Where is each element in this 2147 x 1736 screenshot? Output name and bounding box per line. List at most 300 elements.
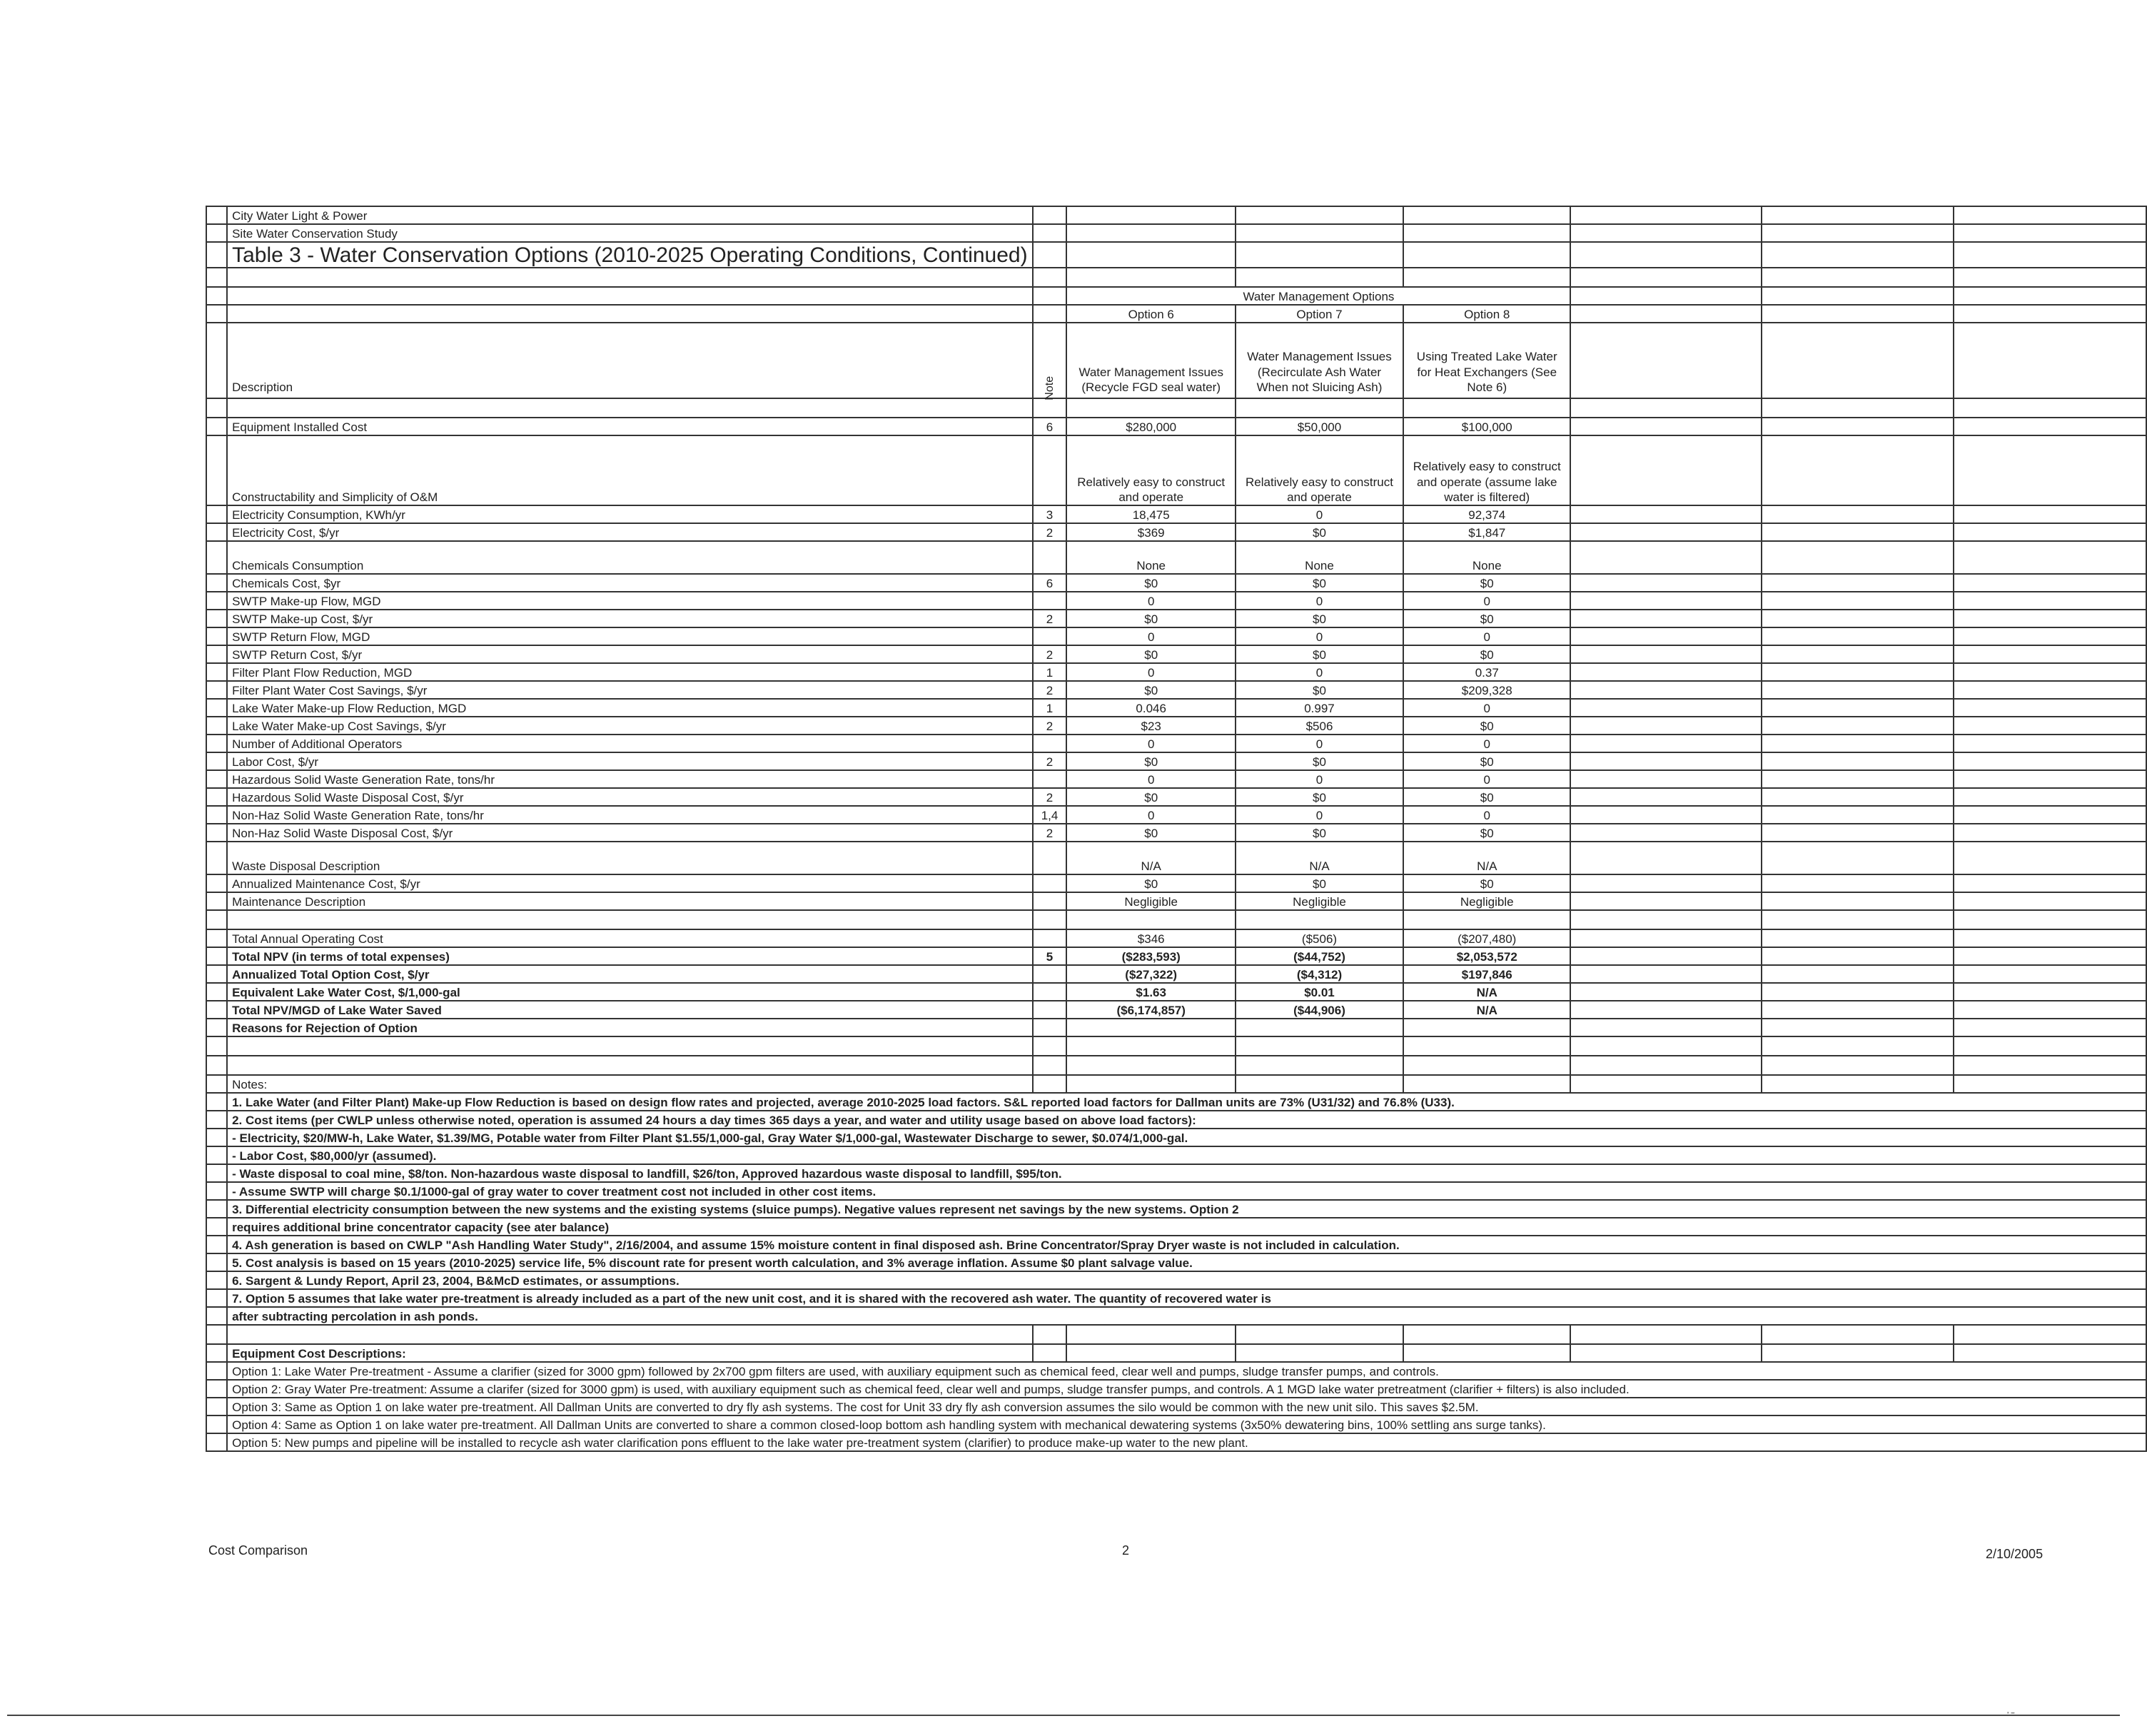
option-value: $23 — [1066, 717, 1236, 735]
empty-cell — [1762, 1344, 1954, 1362]
gutter-cell — [206, 983, 227, 1001]
empty-cell — [1954, 592, 2146, 610]
gutter-cell — [206, 1182, 227, 1200]
empty-cell — [1954, 323, 2146, 398]
table-row — [206, 752, 2146, 770]
empty-cell — [1762, 735, 1954, 752]
row-note — [1033, 770, 1067, 788]
empty-cell — [1762, 929, 1954, 947]
empty-cell — [1570, 892, 1761, 910]
gutter-cell — [206, 627, 227, 645]
org-name: City Water Light & Power — [227, 206, 1033, 224]
empty-cell — [1954, 1325, 2146, 1344]
study-name: Site Water Conservation Study — [227, 224, 1033, 242]
note-row — [206, 1129, 2146, 1146]
option-value: 0 — [1066, 592, 1236, 610]
empty-cell — [1762, 523, 1954, 541]
row-description: Filter Plant Water Cost Savings, $/yr — [227, 681, 1033, 699]
empty-cell — [1403, 1075, 1570, 1093]
empty-cell — [1762, 418, 1954, 435]
empty-cell — [1236, 1036, 1403, 1056]
empty-cell — [1954, 627, 2146, 645]
empty-cell — [1762, 910, 1954, 929]
option-value: 0 — [1236, 735, 1403, 752]
equipment-description: Option 1: Lake Water Pre-treatment - Assume a clarifier (sized for 3000 gpm) followed by 2x700 gpm filters are used, with auxiliary equipment such as chemical feed, clear well and pumps, sludge transfer pumps, and controls. — [227, 1362, 2146, 1380]
empty-cell — [1033, 398, 1067, 418]
empty-cell — [1954, 1036, 2146, 1056]
table-row — [206, 505, 2146, 523]
empty-cell — [1954, 574, 2146, 592]
row-note — [1033, 541, 1067, 574]
study-row — [206, 224, 2146, 242]
empty-cell — [1570, 965, 1761, 983]
note-row — [206, 1218, 2146, 1236]
table-row — [206, 699, 2146, 717]
note-row — [206, 1307, 2146, 1325]
description-header: Description — [227, 323, 1033, 398]
table-row — [206, 663, 2146, 681]
equipment-row — [206, 1380, 2146, 1398]
gutter-cell — [206, 645, 227, 663]
empty-cell — [1762, 717, 1954, 735]
option-value: N/A — [1403, 842, 1570, 874]
option-value: ($4,312) — [1236, 965, 1403, 983]
empty-cell — [1762, 842, 1954, 874]
option-value: ($44,752) — [1236, 947, 1403, 965]
note-text: after subtracting percolation in ash ponds. — [227, 1307, 2146, 1325]
empty-cell — [227, 268, 1033, 287]
empty-cell — [1570, 947, 1761, 965]
gutter-cell — [206, 681, 227, 699]
note-text: - Electricity, $20/MW-h, Lake Water, $1.39/MG, Potable water from Filter Plant $1.55/1,000-gal, Gray Water $/1,000-gal, Wastewater Discharge to sewer, $0.074/1,000-gal. — [227, 1129, 2146, 1146]
option-value — [1403, 1019, 1570, 1036]
empty-cell — [1570, 806, 1761, 824]
option-value: $50,000 — [1236, 418, 1403, 435]
scan-mark: ·- — [2006, 1705, 2016, 1720]
option-value: $197,846 — [1403, 965, 1570, 983]
empty-cell — [1066, 910, 1236, 929]
gutter-cell — [206, 1075, 227, 1093]
gutter-cell — [206, 1398, 227, 1415]
row-note: 3 — [1033, 505, 1067, 523]
option-value: $0 — [1066, 824, 1236, 842]
empty-cell — [1403, 910, 1570, 929]
equipment-label: Equipment Cost Descriptions: — [227, 1344, 1033, 1362]
empty-cell — [1403, 1325, 1570, 1344]
note-text: - Waste disposal to coal mine, $8/ton. Non-hazardous waste disposal to landfill, $26/ton, Approved hazardous waste disposal to landfill, $95/ton. — [227, 1164, 2146, 1182]
row-description: SWTP Make-up Flow, MGD — [227, 592, 1033, 610]
empty-cell — [1762, 224, 1954, 242]
option-value: $0 — [1403, 752, 1570, 770]
gutter-cell — [206, 224, 227, 242]
option-value: $0 — [1066, 681, 1236, 699]
empty-cell — [1033, 1036, 1067, 1056]
empty-cell — [1570, 610, 1761, 627]
row-description: Total NPV (in terms of total expenses) — [227, 947, 1033, 965]
empty-cell — [1066, 242, 1236, 268]
row-description: Hazardous Solid Waste Generation Rate, tons/hr — [227, 770, 1033, 788]
option-value: $0 — [1236, 523, 1403, 541]
option-value: 0 — [1403, 699, 1570, 717]
empty-cell — [1570, 287, 1761, 305]
equipment-description: Option 4: Same as Option 1 on lake water pre-treatment. All Dallman Units are converted to share a common closed-loop bottom ash handling system with mechanical dewatering systems (3x50% dewatering bins, 100% settling ans surge tanks). — [227, 1415, 2146, 1433]
empty-cell — [1954, 874, 2146, 892]
empty-cell — [1954, 435, 2146, 505]
option-value: $0 — [1236, 574, 1403, 592]
row-note — [1033, 592, 1067, 610]
option-description: Using Treated Lake Water for Heat Exchangers (See Note 6) — [1403, 323, 1570, 398]
footer-left: Cost Comparison — [208, 1543, 308, 1558]
row-description: Equipment Installed Cost — [227, 418, 1033, 435]
empty-cell — [1570, 435, 1761, 505]
empty-cell — [1954, 699, 2146, 717]
empty-cell — [1762, 610, 1954, 627]
empty-cell — [1570, 305, 1761, 323]
gutter-cell — [206, 242, 227, 268]
empty-cell — [1954, 824, 2146, 842]
spacer-row — [206, 398, 2146, 418]
empty-cell — [1570, 1056, 1761, 1075]
empty-cell — [1570, 770, 1761, 788]
row-note — [1033, 1001, 1067, 1019]
option-value: ($6,174,857) — [1066, 1001, 1236, 1019]
table-row — [206, 842, 2146, 874]
empty-cell — [1762, 892, 1954, 910]
empty-cell — [1762, 323, 1954, 398]
option-value: N/A — [1403, 1001, 1570, 1019]
option-value: 0 — [1066, 806, 1236, 824]
empty-cell — [1570, 1036, 1761, 1056]
row-note: 2 — [1033, 752, 1067, 770]
option-value: $0 — [1236, 788, 1403, 806]
empty-cell — [1236, 242, 1403, 268]
spacer-row — [206, 910, 2146, 929]
empty-cell — [1570, 910, 1761, 929]
table-row — [206, 681, 2146, 699]
empty-cell — [1033, 305, 1067, 323]
option-value: 0 — [1403, 806, 1570, 824]
empty-cell — [1033, 1056, 1067, 1075]
option-value: 0 — [1236, 592, 1403, 610]
empty-cell — [1033, 224, 1067, 242]
empty-cell — [1762, 1325, 1954, 1344]
row-note — [1033, 735, 1067, 752]
empty-cell — [1954, 398, 2146, 418]
spacer-row — [206, 1056, 2146, 1075]
empty-cell — [1570, 824, 1761, 842]
empty-cell — [1570, 505, 1761, 523]
empty-cell — [1066, 1056, 1236, 1075]
empty-cell — [1403, 1036, 1570, 1056]
table-row — [206, 947, 2146, 965]
row-note: 2 — [1033, 610, 1067, 627]
empty-cell — [1570, 735, 1761, 752]
gutter-cell — [206, 770, 227, 788]
empty-cell — [1954, 842, 2146, 874]
equipment-description: Option 2: Gray Water Pre-treatment: Assume a clarifer (sized for 3000 gpm) is used, with auxiliary equipment such as chemical feed, clear well and pumps, sludge transfer pumps, and controls. A 1 MGD lake water pretreatment (clarifier + filters) is also included. — [227, 1380, 2146, 1398]
gutter-cell — [206, 1271, 227, 1289]
option-value: $2,053,572 — [1403, 947, 1570, 965]
empty-cell — [227, 910, 1033, 929]
gutter-cell — [206, 717, 227, 735]
option-value: N/A — [1066, 842, 1236, 874]
option-label: Option 8 — [1403, 305, 1570, 323]
empty-cell — [227, 1036, 1033, 1056]
gutter-cell — [206, 735, 227, 752]
empty-cell — [1236, 1344, 1403, 1362]
empty-cell — [1403, 206, 1570, 224]
empty-cell — [1762, 824, 1954, 842]
option-description-row — [206, 323, 2146, 398]
option-description: Water Management Issues (Recirculate Ash Water When not Sluicing Ash) — [1236, 323, 1403, 398]
empty-cell — [1954, 735, 2146, 752]
note-text: 7. Option 5 assumes that lake water pre-treatment is already included as a part of the new unit cost, and it is shared with the recovered ash water. The quantity of recovered water is — [227, 1289, 2146, 1307]
empty-cell — [1033, 287, 1067, 305]
option-value: 0 — [1066, 770, 1236, 788]
option-value — [1236, 1019, 1403, 1036]
note-row — [206, 1253, 2146, 1271]
option-value: $0 — [1403, 610, 1570, 627]
empty-cell — [1066, 1036, 1236, 1056]
gutter-cell — [206, 323, 227, 398]
options-group-label: Water Management Options — [1066, 287, 1570, 305]
gutter-cell — [206, 1164, 227, 1182]
empty-cell — [1033, 910, 1067, 929]
row-description: Labor Cost, $/yr — [227, 752, 1033, 770]
gutter-cell — [206, 418, 227, 435]
gutter-cell — [206, 699, 227, 717]
empty-cell — [1066, 398, 1236, 418]
gutter-cell — [206, 1146, 227, 1164]
option-value: $0 — [1403, 717, 1570, 735]
empty-cell — [1954, 1056, 2146, 1075]
note-row — [206, 1111, 2146, 1129]
gutter-cell — [206, 788, 227, 806]
empty-cell — [1954, 242, 2146, 268]
empty-cell — [1236, 910, 1403, 929]
row-description: Non-Haz Solid Waste Generation Rate, tons/hr — [227, 806, 1033, 824]
empty-cell — [1954, 1019, 2146, 1036]
empty-cell — [1762, 305, 1954, 323]
row-note — [1033, 983, 1067, 1001]
row-note: 1 — [1033, 699, 1067, 717]
gutter-cell — [206, 1433, 227, 1451]
empty-cell — [1570, 206, 1761, 224]
option-value: $0.01 — [1236, 983, 1403, 1001]
gutter-cell — [206, 1344, 227, 1362]
empty-cell — [1403, 1056, 1570, 1075]
gutter-cell — [206, 435, 227, 505]
option-value: $1,847 — [1403, 523, 1570, 541]
gutter-cell — [206, 1253, 227, 1271]
table-row — [206, 735, 2146, 752]
empty-cell — [1403, 268, 1570, 287]
empty-cell — [1033, 242, 1067, 268]
empty-cell — [1762, 206, 1954, 224]
equipment-row — [206, 1433, 2146, 1451]
empty-cell — [1762, 1001, 1954, 1019]
empty-cell — [1762, 574, 1954, 592]
table-row — [206, 874, 2146, 892]
spacer-row — [206, 1325, 2146, 1344]
empty-cell — [1066, 206, 1236, 224]
group-label-row — [206, 287, 2146, 305]
gutter-cell — [206, 610, 227, 627]
option-value: 0 — [1236, 505, 1403, 523]
empty-cell — [1570, 717, 1761, 735]
note-header — [1033, 323, 1067, 401]
note-row — [206, 1093, 2146, 1111]
option-value: $0 — [1236, 645, 1403, 663]
row-description: Constructability and Simplicity of O&M — [227, 435, 1033, 505]
empty-cell — [1570, 788, 1761, 806]
empty-cell — [1954, 788, 2146, 806]
empty-cell — [206, 1036, 227, 1056]
empty-cell — [1762, 806, 1954, 824]
option-value: 92,374 — [1403, 505, 1570, 523]
option-value: ($207,480) — [1403, 929, 1570, 947]
option-value: $0 — [1403, 788, 1570, 806]
table-row — [206, 929, 2146, 947]
empty-cell — [1570, 663, 1761, 681]
gutter-cell — [206, 806, 227, 824]
gutter-cell — [206, 1093, 227, 1111]
empty-cell — [1570, 1075, 1761, 1093]
empty-cell — [1570, 268, 1761, 287]
option-value: Relatively easy to construct and operate — [1066, 435, 1236, 505]
empty-cell — [1954, 541, 2146, 574]
table-row — [206, 592, 2146, 610]
note-row — [206, 1182, 2146, 1200]
option-label: Option 6 — [1066, 305, 1236, 323]
gutter-cell — [206, 929, 227, 947]
row-note: 6 — [1033, 574, 1067, 592]
empty-cell — [206, 910, 227, 929]
empty-cell — [1762, 770, 1954, 788]
gutter-cell — [206, 574, 227, 592]
option-value: 0 — [1066, 735, 1236, 752]
gutter-cell — [206, 1218, 227, 1236]
option-value: ($506) — [1236, 929, 1403, 947]
empty-cell — [1570, 752, 1761, 770]
empty-cell — [1954, 681, 2146, 699]
gutter-cell — [206, 1380, 227, 1398]
gutter-cell — [206, 874, 227, 892]
option-value: 0 — [1403, 770, 1570, 788]
empty-cell — [227, 305, 1033, 323]
option-value: ($44,906) — [1236, 1001, 1403, 1019]
table-row — [206, 965, 2146, 983]
empty-cell — [1762, 242, 1954, 268]
gutter-cell — [206, 1289, 227, 1307]
option-value: $0 — [1066, 874, 1236, 892]
option-value: N/A — [1403, 983, 1570, 1001]
gutter-cell — [206, 1111, 227, 1129]
option-value: $0 — [1236, 752, 1403, 770]
empty-cell — [1954, 910, 2146, 929]
empty-cell — [1236, 268, 1403, 287]
row-note — [1033, 929, 1067, 947]
empty-cell — [1762, 983, 1954, 1001]
option-value: 0 — [1066, 627, 1236, 645]
table-row — [206, 983, 2146, 1001]
option-value: 0.997 — [1236, 699, 1403, 717]
gutter-cell — [206, 1019, 227, 1036]
gutter-cell — [206, 505, 227, 523]
option-value: $506 — [1236, 717, 1403, 735]
row-description: Number of Additional Operators — [227, 735, 1033, 752]
spacer-row — [206, 1036, 2146, 1056]
empty-cell — [1762, 268, 1954, 287]
empty-cell — [1236, 224, 1403, 242]
table-row — [206, 645, 2146, 663]
table-row — [206, 770, 2146, 788]
notes-label-row — [206, 1075, 2146, 1093]
row-description: SWTP Return Cost, $/yr — [227, 645, 1033, 663]
empty-cell — [1762, 788, 1954, 806]
empty-cell — [1570, 681, 1761, 699]
table-row — [206, 1019, 2146, 1036]
note-text: - Assume SWTP will charge $0.1/1000-gal of gray water to cover treatment cost not included in other cost items. — [227, 1182, 2146, 1200]
empty-cell — [1570, 842, 1761, 874]
note-text: 1. Lake Water (and Filter Plant) Make-up Flow Reduction is based on design flow rates and projected, average 2010-2025 load factors. S&L reported load factors for Dallman units are 73% (U31/32) and 76.8% (U33). — [227, 1093, 2146, 1111]
empty-cell — [1066, 1325, 1236, 1344]
row-note — [1033, 435, 1067, 505]
empty-cell — [1570, 224, 1761, 242]
option-value: Relatively easy to construct and operate — [1236, 435, 1403, 505]
empty-cell — [1954, 287, 2146, 305]
empty-cell — [1954, 770, 2146, 788]
row-description: Reasons for Rejection of Option — [227, 1019, 1033, 1036]
empty-cell — [1236, 1075, 1403, 1093]
empty-cell — [1762, 1056, 1954, 1075]
empty-cell — [1570, 398, 1761, 418]
empty-cell — [1570, 627, 1761, 645]
table-row — [206, 418, 2146, 435]
empty-cell — [1762, 752, 1954, 770]
empty-cell — [1762, 435, 1954, 505]
row-note: 2 — [1033, 681, 1067, 699]
empty-cell — [1954, 1344, 2146, 1362]
empty-cell — [1954, 523, 2146, 541]
option-value: 0.046 — [1066, 699, 1236, 717]
row-note: 1,4 — [1033, 806, 1067, 824]
row-note — [1033, 965, 1067, 983]
table-row — [206, 627, 2146, 645]
empty-cell — [1954, 717, 2146, 735]
row-note: 2 — [1033, 717, 1067, 735]
empty-cell — [227, 1325, 1033, 1344]
equipment-label-row — [206, 1344, 2146, 1362]
row-description: Waste Disposal Description — [227, 842, 1033, 874]
row-description: Electricity Consumption, KWh/yr — [227, 505, 1033, 523]
note-text: - Labor Cost, $80,000/yr (assumed). — [227, 1146, 2146, 1164]
row-description: Equivalent Lake Water Cost, $/1,000-gal — [227, 983, 1033, 1001]
empty-cell — [1033, 206, 1067, 224]
row-note: 2 — [1033, 788, 1067, 806]
org-row — [206, 206, 2146, 224]
empty-cell — [227, 1056, 1033, 1075]
empty-cell — [227, 398, 1033, 418]
option-value: Negligible — [1236, 892, 1403, 910]
gutter-cell — [206, 842, 227, 874]
empty-cell — [1762, 627, 1954, 645]
empty-cell — [206, 398, 227, 418]
empty-cell — [1762, 965, 1954, 983]
empty-cell — [1954, 947, 2146, 965]
option-value: $0 — [1066, 752, 1236, 770]
empty-cell — [1033, 1325, 1067, 1344]
